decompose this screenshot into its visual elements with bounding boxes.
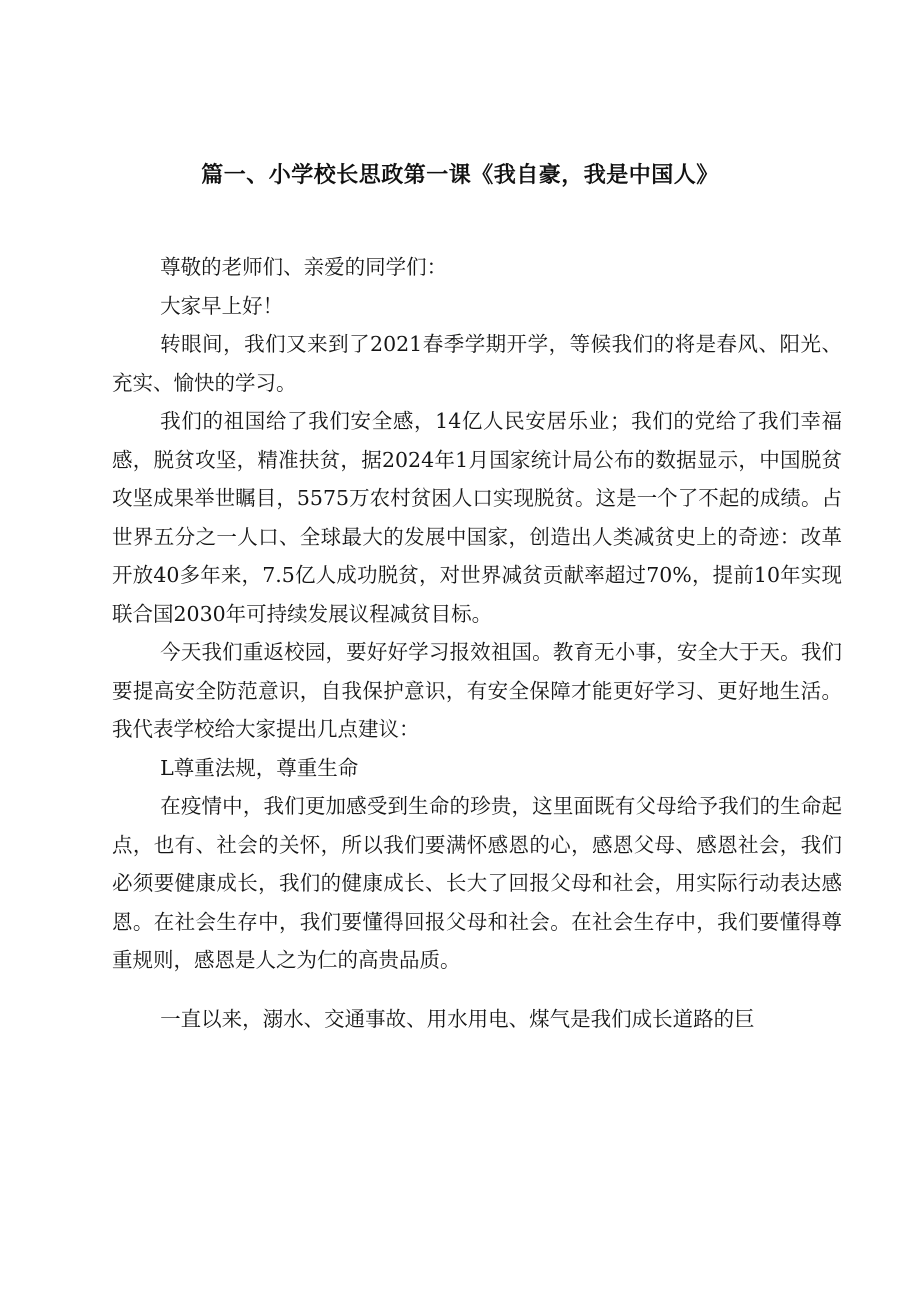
semester-opening-paragraph: 转眼间，我们又来到了2021春季学期开学，等候我们的将是春风、阳光、充实、愉快的学习。: [112, 332, 842, 395]
poverty-alleviation-paragraph: 我们的祖国给了我们安全感，14亿人民安居乐业；我们的党给了我们幸福感，脱贫攻坚，精准扶贫，据2024年1月国家统计局公布的数据显示，中国脱贫攻坚成果举世瞩目，5575万农村贫困人口实现脱贫。这是一个了不起的成绩。占世界五分之一人口、全球最大的发展中国家，创造出人类减贫史上的奇迹：改革开放40多年来，7.5亿人成功脱贫，对世界减贫贡献率超过70%，提前10年实现联合国2030年可持续发展议程减贫目标。: [112, 409, 842, 626]
morning-greeting-paragraph: 大家早上好！: [160, 293, 284, 318]
section-heading: L尊重法规，尊重生命: [160, 755, 359, 780]
page-title: 篇一、小学校长思政第一课《我自豪，我是中国人》: [201, 163, 719, 188]
gratitude-paragraph: 在疫情中，我们更加感受到生命的珍贵，这里面既有父母给予我们的生命起点，也有、社会的关怀，所以我们要满怀感恩的心，感恩父母、感恩社会，我们必须要健康成长，我们的健康成长、长大了回报父母和社会，用实际行动表达感恩。在社会生存中，我们要懂得回报父母和社会。在社会生存中，我们要懂得尊重规则，感恩是人之为仁的高贵品质。: [112, 794, 842, 972]
greeting-paragraph: 尊敬的老师们、亲爱的同学们：: [160, 255, 448, 279]
safety-paragraph: 一直以来，溺水、交通事故、用水用电、煤气是我们成长道路的巨: [160, 1006, 755, 1031]
return-to-school-paragraph: 今天我们重返校园，要好好学习报效祖国。教育无小事，安全大于天。我们要提高安全防范意识，自我保护意识，有安全保障才能更好学习、更好地生活。我代表学校给大家提出几点建议：: [112, 640, 842, 741]
document-body: [112, 248, 842, 1038]
